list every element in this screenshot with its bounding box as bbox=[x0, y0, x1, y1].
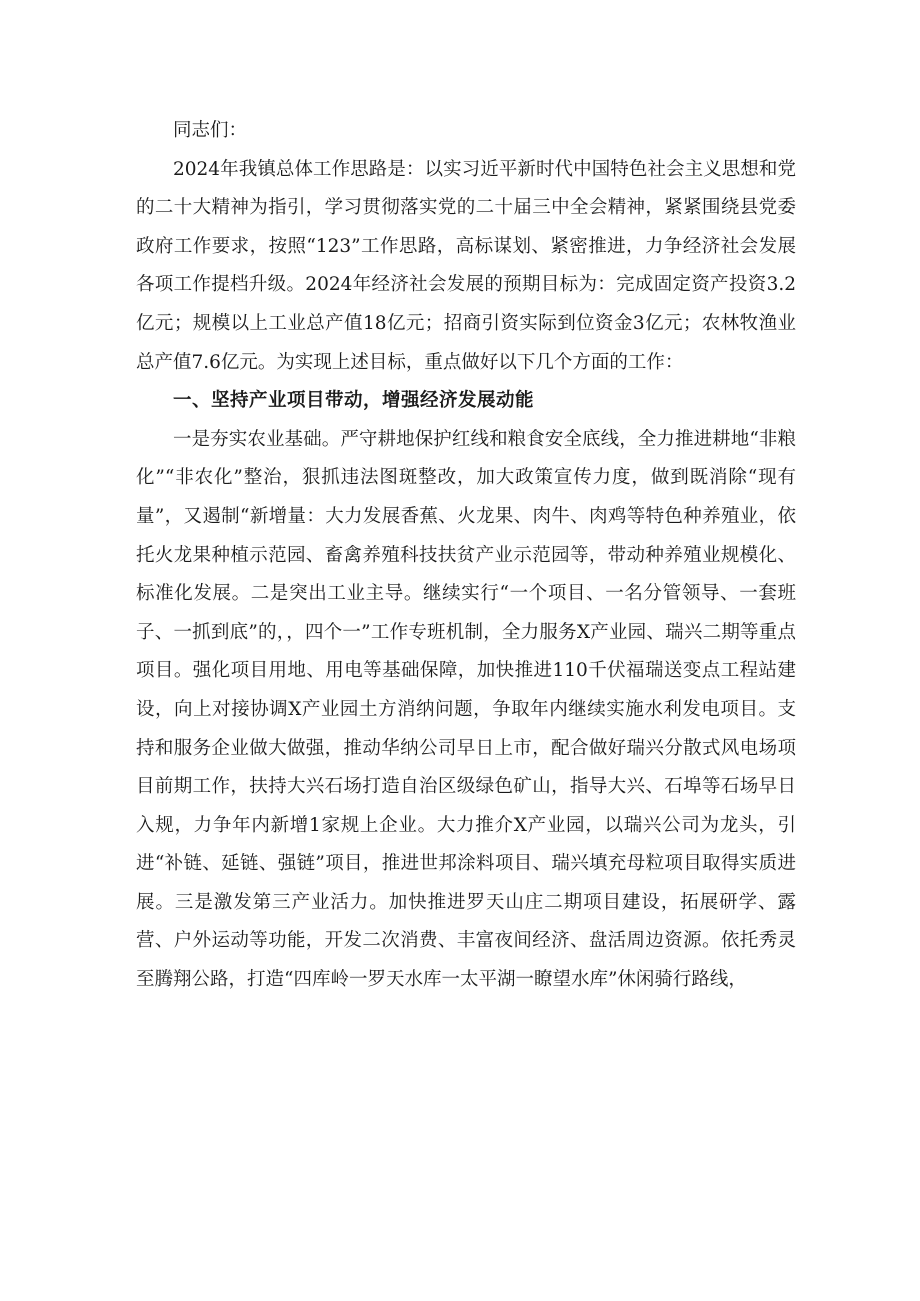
section-body-paragraph: 一是夯实农业基础。严守耕地保护红线和粮食安全底线，全力推进耕地“非粮化”“非农化”整治，狠抓违法图斑整改，加大政策宣传力度，做到既消除“现有量”，又遏制“新增量：大力发展香蕉、火龙果、肉牛、肉鸡等特色种养殖业，依托火龙果种植示范园、畜禽养殖科技扶贫产业示范园等，带动种养殖业规模化、标准化发展。二是突出工业主导。继续实行“一个项目、一名分管领导、一套班子、一抓到底”的，，四个一”工作专班机制，全力服务X产业园、瑞兴二期等重点项目。强化项目用地、用电等基础保障，加快推进110千伏福瑞送变点工程站建设，向上对接协调X产业园土方消纳问题，争取年内继续实施水利发电项目。支持和服务企业做大做强，推动华纳公司早日上市，配合做好瑞兴分散式风电场项目前期工作，扶持大兴石场打造自治区级绿色矿山，指导大兴、石埠等石场早日入规，力争年内新增1家规上企业。大力推介X产业园，以瑞兴公司为龙头，引进“补链、延链、强链”项目，推进世邦涂料项目、瑞兴填充母粒项目取得实质进展。三是激发第三产业活力。加快推进罗天山庄二期项目建设，拓展研学、露营、户外运动等功能，开发二次消费、丰富夜间经济、盘活周边资源。依托秀灵至腾翔公路，打造“四库岭一罗天水库一太平湖一瞭望水库”休闲骑行路线， bbox=[136, 428, 796, 991]
section-heading: 一、坚持产业项目带动，增强经济发展动能 bbox=[173, 390, 535, 412]
salutation: 同志们： bbox=[173, 120, 248, 141]
document-body bbox=[136, 112, 796, 1000]
intro-paragraph: 2024年我镇总体工作思路是：以实习近平新时代中国特色社会主义思想和党的二十大精神为指引，学习贯彻落实党的二十届三中全会精神，紧紧围绕县党委政府工作要求，按照“123”工作思路，高标谋划、紧密推进，力争经济社会发展各项工作提档升级。2024年经济社会发展的预期目标为：完成固定资产投资3.2亿元；规模以上工业总产值18亿元；招商引资实际到位资金3亿元；农林牧渔业总产值7.6亿元。为实现上述目标，重点做好以下几个方面的工作： bbox=[136, 158, 796, 373]
